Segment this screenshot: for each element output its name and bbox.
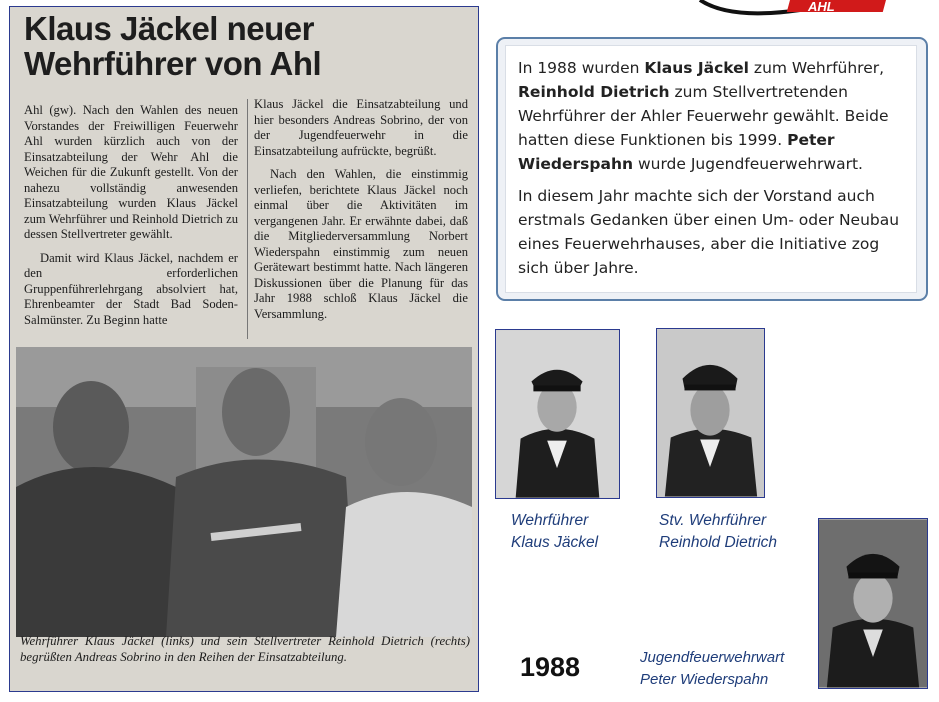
year-label: 1988 [520, 652, 581, 682]
info-paragraph-2: In diesem Jahr machte sich der Vorstand auch erstmals Gedanken über einen Um- oder Neubau eines Feuerwehrhauses, aber die Initiative zog sich über Jahre. [518, 187, 900, 277]
article-column-1 [24, 103, 238, 336]
portrait-klaus-jaeckel [495, 329, 620, 499]
col2-paragraph-2: Nach den Wahlen, die einstimmig verliefen, berichtete Klaus Jäckel noch einmal über die Aktivitäten im vergangenen Jahr. Er erwähnte dabei, daß die Mitgliederversammlung Norbert Wiederspahn einstimmig zum neuen Gerätewart bestimmt hatte. Nach längeren Diskussionen über die Planung für das Jahr 1988 schloß Klaus Jäckel die Versammlung. [254, 167, 468, 321]
portrait-role: Wehrführer [511, 512, 589, 529]
info-box [496, 37, 928, 301]
portrait-name: Reinhold Dietrich [659, 534, 778, 551]
info-name-klaus: Klaus Jäckel [644, 59, 749, 77]
portrait-label-1 [511, 510, 598, 554]
info-text: zum Stellvertretenden Wehrführer der Ahler Feuerwehr gewählt. Beide hatten diese Funktionen bis 1999. [518, 83, 889, 149]
photo-caption: Wehrführer Klaus Jäckel (links) und sein Stellvertreter Reinhold Dietrich (rechts) begrüßten Andreas Sobrino in den Reihen der Einsatzabteilung. [20, 634, 470, 664]
info-text: In 1988 wurden [518, 59, 645, 77]
info-text: zum Wehrführer, [749, 59, 885, 77]
info-name-reinhold: Reinhold Dietrich [518, 83, 670, 101]
portrait-label-3 [640, 647, 784, 691]
portrait-name: Peter Wiederspahn [640, 671, 769, 688]
info-text: wurde Jugendfeuerwehrwart. [633, 155, 863, 173]
col2-paragraph-1: Klaus Jäckel die Einsatzabteilung und hier besonders Andreas Sobrino, der von der Jugendfeuerwehr in die Einsatzabteilung aufrückte, begrüßt. [254, 97, 468, 158]
info-box-content [506, 46, 916, 292]
group-photo [16, 347, 472, 637]
newspaper-clipping [9, 6, 479, 692]
info-paragraph-1 [518, 56, 904, 176]
logo-text: AHL [808, 0, 835, 14]
ahl-logo [690, 0, 890, 16]
article-column-2 [254, 97, 468, 330]
portrait-label-2 [659, 510, 777, 554]
info-name-peter: Peter Wiederspahn [518, 131, 835, 173]
column-divider [247, 99, 248, 339]
headline-line-2: Wehrführer von Ahl [24, 45, 322, 82]
portrait-peter-wiederspahn [818, 518, 928, 689]
portrait-role: Jugendfeuerwehrwart [640, 649, 785, 666]
clipping-headline [24, 11, 474, 81]
portrait-name: Klaus Jäckel [511, 534, 599, 551]
portrait-reinhold-dietrich [656, 328, 765, 498]
col1-paragraph-2: Damit wird Klaus Jäckel, nachdem er den erforderlichen Gruppenführerlehrgang absolviert hat, Ehrenbeamter der Stadt Bad Soden-Salmünster. Zu Beginn hatte [24, 250, 238, 327]
portrait-role: Stv. Wehrführer [659, 512, 767, 529]
headline-line-1: Klaus Jäckel neuer [24, 10, 314, 47]
col1-paragraph-1: Ahl (gw). Nach den Wahlen des neuen Vorstandes der Freiwilligen Feuerwehr Ahl wurden kürzlich auch von der Einsatzabteilung der Wehr Ahl die Weichen für die Zukunft gestellt. Von der nahezu vollständig anwesenden Einsatzabteilung wurden Klaus Jäckel zum Wehrführer und Reinhold Dietrich zu dessen Stellvertreter gewählt. [24, 103, 238, 241]
